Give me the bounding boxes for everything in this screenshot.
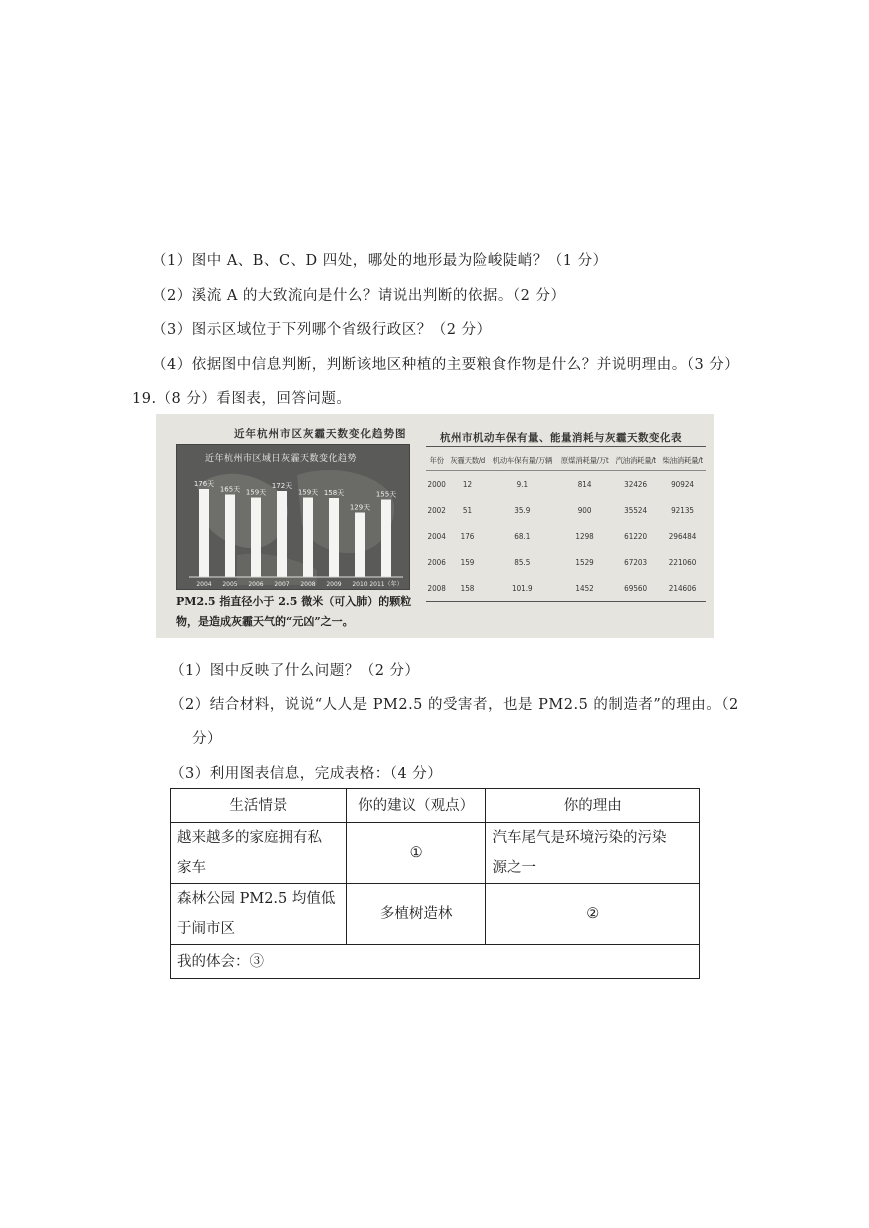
table-cell: 2006	[427, 557, 446, 567]
table-cell: 32426	[624, 479, 648, 489]
table-cell: 296484	[668, 531, 697, 541]
pm25-note: PM2.5 指直径小于 2.5 微米（可入肺）的颗粒物，是造成灰霾天气的“元凶”之一。	[176, 595, 412, 628]
table-row	[426, 497, 706, 523]
x-tick-label: 2011（年）	[369, 581, 403, 588]
reason-text: 源之一	[492, 860, 536, 876]
bar	[381, 500, 391, 578]
answer-table-header	[171, 789, 700, 823]
table-cell: 92135	[671, 505, 694, 515]
data-table	[426, 446, 706, 602]
bar-value-label: 159天	[245, 488, 267, 497]
table-cell: 61220	[624, 531, 648, 541]
table-cell: 2000	[427, 479, 446, 489]
scene-text: 于闹市区	[177, 921, 235, 937]
table-row	[426, 549, 706, 575]
bar-value-label: 172天	[271, 482, 293, 490]
haze-bar-chart	[176, 444, 410, 590]
x-tick-label: 2005	[222, 581, 238, 588]
table-cell: 51	[462, 505, 473, 515]
x-tick-label: 2004	[196, 581, 212, 588]
scene-cell	[171, 823, 347, 884]
answer-row-3	[171, 945, 700, 979]
x-tick-label: 2007	[274, 581, 290, 588]
scene-cell	[171, 884, 347, 945]
advice-blank-1: ①	[346, 823, 486, 884]
col-gasoline: 汽油消耗量/t	[612, 447, 659, 471]
question-19-1: （1）图中反映了什么问题？（2 分）	[170, 663, 420, 679]
table-cell: 2004	[427, 531, 446, 541]
table-cell: 1452	[557, 575, 612, 602]
table-cell: 35.9	[514, 505, 531, 515]
reflection-blank-3: 我的体会：③	[171, 945, 700, 979]
header-advice: 你的建议（观点）	[346, 789, 486, 823]
bar	[329, 498, 339, 577]
answer-table	[170, 788, 700, 979]
table-cell: 1298	[575, 531, 594, 541]
col-coal: 原煤消耗量/万t	[557, 447, 612, 471]
table-cell: 101.9	[488, 575, 557, 602]
bar	[251, 498, 261, 578]
answer-row-2	[171, 884, 700, 945]
bar-value-label: 159天	[297, 488, 319, 497]
advice-cell: 多植树造林	[346, 884, 486, 945]
question-18-2: （2）溪流 A 的大致流向是什么？请说出判断的依据。（2 分）	[152, 288, 566, 304]
table-cell: 221060	[668, 557, 697, 567]
x-tick-label: 2010	[352, 581, 368, 588]
table-cell: 69560	[612, 575, 659, 602]
table-cell: 9.1	[516, 479, 529, 489]
question-18-4: （4）依据图中信息判断，判断该地区种植的主要粮食作物是什么？并说明理由。（3 分）	[152, 357, 740, 373]
question-19-3: （3）利用图表信息，完成表格：（4 分）	[170, 766, 443, 782]
scene-text: 森林公园 PM2.5 均值低	[177, 891, 336, 907]
col-vehicles: 机动车保有量/万辆	[488, 447, 557, 471]
reason-cell	[486, 823, 700, 884]
reason-blank-2: ②	[486, 884, 700, 945]
x-tick-label: 2009	[326, 581, 342, 588]
reason-text: 汽车尾气是环境污染的污染	[492, 830, 667, 846]
table-cell: 214606	[659, 575, 706, 602]
bar-chart-svg	[177, 445, 409, 589]
header-scene: 生活情景	[171, 789, 347, 823]
bar-value-label: 129天	[349, 503, 371, 512]
x-tick-label: 2006	[248, 581, 264, 588]
table-cell: 12	[462, 479, 473, 489]
table-cell: 67203	[624, 557, 648, 567]
bar-value-label: 165天	[219, 485, 241, 494]
table-cell: 1529	[575, 557, 594, 567]
table-row	[426, 575, 706, 602]
question-19-heading: 19.（8 分）看图表，回答问题。	[132, 391, 352, 407]
bar	[303, 498, 313, 578]
table-cell: 814	[577, 479, 592, 489]
map-inner-title: 近年杭州市区域日灰霾天数变化趋势	[205, 454, 358, 464]
scene-text: 家车	[177, 860, 206, 876]
bar-value-label: 155天	[375, 490, 397, 499]
table-cell: 85.5	[514, 557, 531, 567]
header-reason: 你的理由	[486, 789, 700, 823]
table-cell: 176	[460, 531, 475, 541]
scene-text: 越来越多的家庭拥有私	[177, 830, 322, 846]
figure-image	[156, 414, 714, 638]
col-diesel: 柴油消耗量/t	[659, 447, 706, 471]
table-row	[426, 523, 706, 549]
bar	[225, 495, 235, 578]
table-cell: 158	[447, 575, 487, 602]
table-title: 杭州市机动车保有量、能量消耗与灰霾天数变化表	[440, 432, 682, 444]
col-haze-days: 灰霾天数/d	[447, 447, 487, 471]
table-cell: 90924	[671, 479, 694, 489]
table-cell: 35524	[624, 505, 648, 515]
table-cell: 159	[460, 557, 475, 567]
col-year: 年份	[426, 447, 447, 471]
chart-title: 近年杭州市区灰霾天数变化趋势图	[234, 428, 407, 440]
table-row	[426, 471, 706, 498]
table-cell: 900	[577, 505, 592, 515]
bar	[277, 491, 287, 577]
question-18-3: （3）图示区域位于下列哪个省级行政区？（2 分）	[152, 322, 492, 338]
bar-value-label: 158天	[323, 489, 345, 497]
table-cell: 2002	[427, 505, 446, 515]
bar	[199, 489, 209, 577]
bar-value-label: 176天	[193, 480, 215, 488]
x-tick-label: 2008	[300, 581, 316, 588]
table-cell: 68.1	[514, 531, 531, 541]
data-table-header	[426, 447, 706, 471]
question-19-2-cont: 分）	[192, 731, 222, 747]
question-19-2: （2）结合材料，说说“人人是 PM2.5 的受害者，也是 PM2.5 的制造者”的理由。（2	[170, 697, 739, 713]
table-cell: 2008	[426, 575, 447, 602]
answer-row-1	[171, 823, 700, 884]
bar	[355, 513, 365, 578]
question-18-1: （1）图中 A、B、C、D 四处，哪处的地形最为险峻陡峭？（1 分）	[152, 253, 608, 269]
